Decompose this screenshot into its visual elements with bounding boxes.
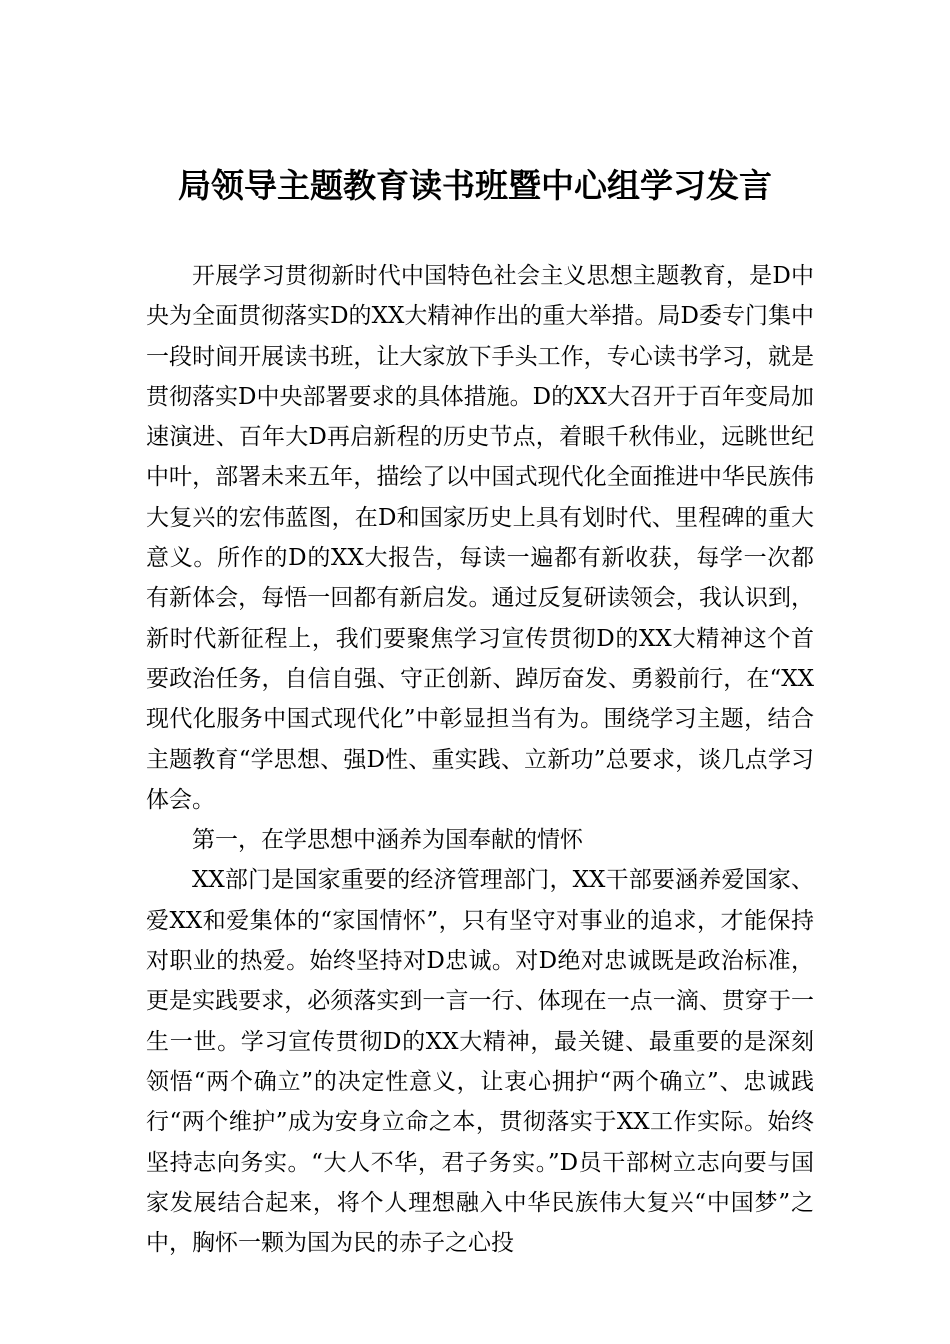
paragraph-intro: 开展学习贯彻新时代中国特色社会主义思想主题教育，是D中央为全面贯彻落实D的XX大精神作出的重大举措。局D委专门集中一段时间开展读书班，让大家放下手头工作，专心读书学习，就是贯彻落实D中央部署要求的具体措施。D的XX大召开于百年变局加速演进、百年大D再启新程的历史节点，着眼千秋伟业，远眺世纪中叶，部署未来五年，描绘了以中国式现代化全面推进中华民族伟大复兴的宏伟蓝图，在D和国家历史上具有划时代、里程碑的重大意义。所作的D的XX大报告，每读一遍都有新收获，每学一次都有新体会，每悟一回都有新启发。通过反复研读领会，我认识到，新时代新征程上，我们要聚焦学习宣传贯彻D的XX大精神这个首要政治任务，自信自强、守正创新、踔厉奋发、勇毅前行，在“XX现代化服务中国式现代化”中彰显担当有为。围绕学习主题，结合主题教育“学思想、强D性、重实践、立新功”总要求，谈几点学习体会。 bbox=[146, 263, 814, 813]
section-heading-1: 第一，在学思想中涵养为国奉献的情怀 bbox=[192, 827, 583, 854]
paragraph-section-1: XX部门是国家重要的经济管理部门，XX干部要涵养爱国家、爱XX和爱集体的“家国情怀”，只有坚守对事业的追求，才能保持对职业的热爱。始终坚持对D忠诚。对D绝对忠诚既是政治标准，更是实践要求，必须落实到一言一行、体现在一点一滴、贯穿于一生一世。学习宣传贯彻D的XX大精神，最关键、最重要的是深刻领悟“两个确立”的决定性意义，让衷心拥护“两个确立”、忠诚践行“两个维护”成为安身立命之本，贯彻落实于XX工作实际。始终坚持志向务实。“大人不华，君子务实。”D员干部树立志向要与国家发展结合起来，将个人理想融入中华民族伟大复兴“中国梦”之中，胸怀一颗为国为民的赤子之心投 bbox=[146, 867, 814, 1257]
document-title: 局领导主题教育读书班暨中心组学习发言 bbox=[178, 166, 772, 205]
document-body bbox=[146, 256, 814, 1263]
